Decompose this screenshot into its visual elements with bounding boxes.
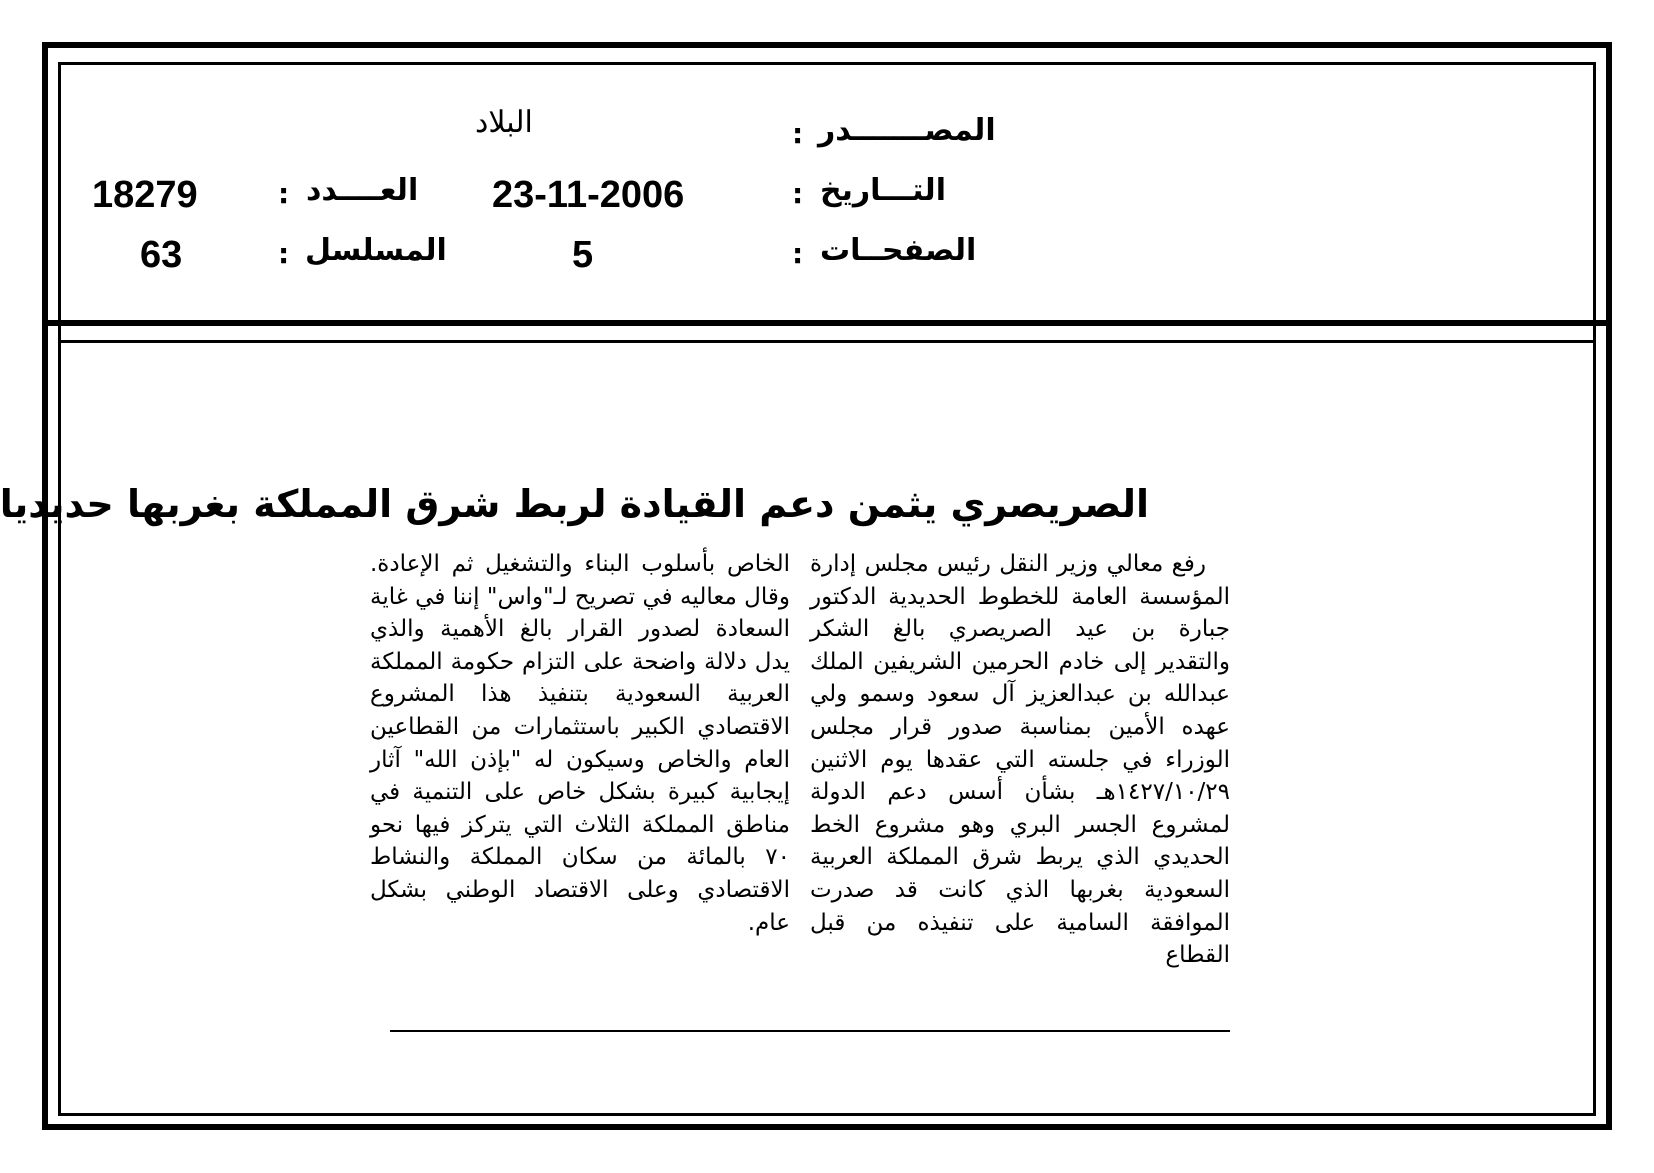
issue-colon: :	[278, 177, 290, 210]
source-label: المصـــــــدر	[818, 113, 996, 148]
date-colon: :	[792, 177, 804, 210]
source-colon: :	[792, 117, 804, 150]
article-column-right: رفع معالي وزير النقل رئيس مجلس إدارة المؤسسة العامة للخطوط الحديدية الدكتور جبارة بن عيد الصريصري بالغ الشكر والتقدير إلى خادم الحرمين الشريفين الملك عبدالله بن عبدالعزيز آل سعود وسمو ولي عهده الأمين بمناسبة صدور قرار مجلس الوزراء في جلسته التي عقدها يوم الاثنين ١٤٢٧/١٠/٢٩هـ بشأن أسس دعم الدولة لمشروع الجسر البري وهو مشروع الخط الحديدي الذي يربط شرق المملكة العربية السعودية بغربها الذي كانت قد صدرت الموافقة السامية على تنفيذه من قبل القطاع	[810, 551, 1230, 969]
article-headline: الصريصري يثمن دعم القيادة لربط شرق المملكة بغربها حديديا	[0, 482, 1149, 526]
article-end-rule	[390, 1030, 1230, 1032]
serial-value: 63	[140, 234, 183, 276]
article-column-left: الخاص بأسلوب البناء والتشغيل ثم الإعادة. وقال معاليه في تصريح لـ"واس" إننا في غاية السعادة لصدور القرار بالغ الأهمية والذي يدل دلالة واضحة على التزام حكومة المملكة العربية السعودية بتنفيذ هذا المشروع الاقتصادي الكبير باستثمارات من القطاعين العام والخاص وسيكون له "بإذن الله" آثار إيجابية كبيرة بشكل خاص على التنمية في مناطق المملكة الثلاث التي يتركز فيها نحو ٧٠ بالمائة من سكان المملكة والنشاط الاقتصادي وعلى الاقتصاد الوطني بشكل عام.	[370, 551, 790, 936]
issue-value: 18279	[92, 174, 198, 216]
date-label: التـــاريخ	[820, 173, 946, 208]
pages-label: الصفحــات	[820, 233, 977, 268]
source-value: البلاد	[475, 105, 533, 140]
serial-colon: :	[278, 237, 290, 270]
date-value: 23-11-2006	[492, 174, 685, 216]
pages-colon: :	[792, 237, 804, 270]
serial-label: المسلسل	[305, 233, 447, 268]
header-divider-thin	[58, 340, 1596, 343]
header-divider	[45, 320, 1609, 326]
issue-label: العــــدد	[306, 173, 419, 208]
pages-value: 5	[572, 234, 594, 276]
